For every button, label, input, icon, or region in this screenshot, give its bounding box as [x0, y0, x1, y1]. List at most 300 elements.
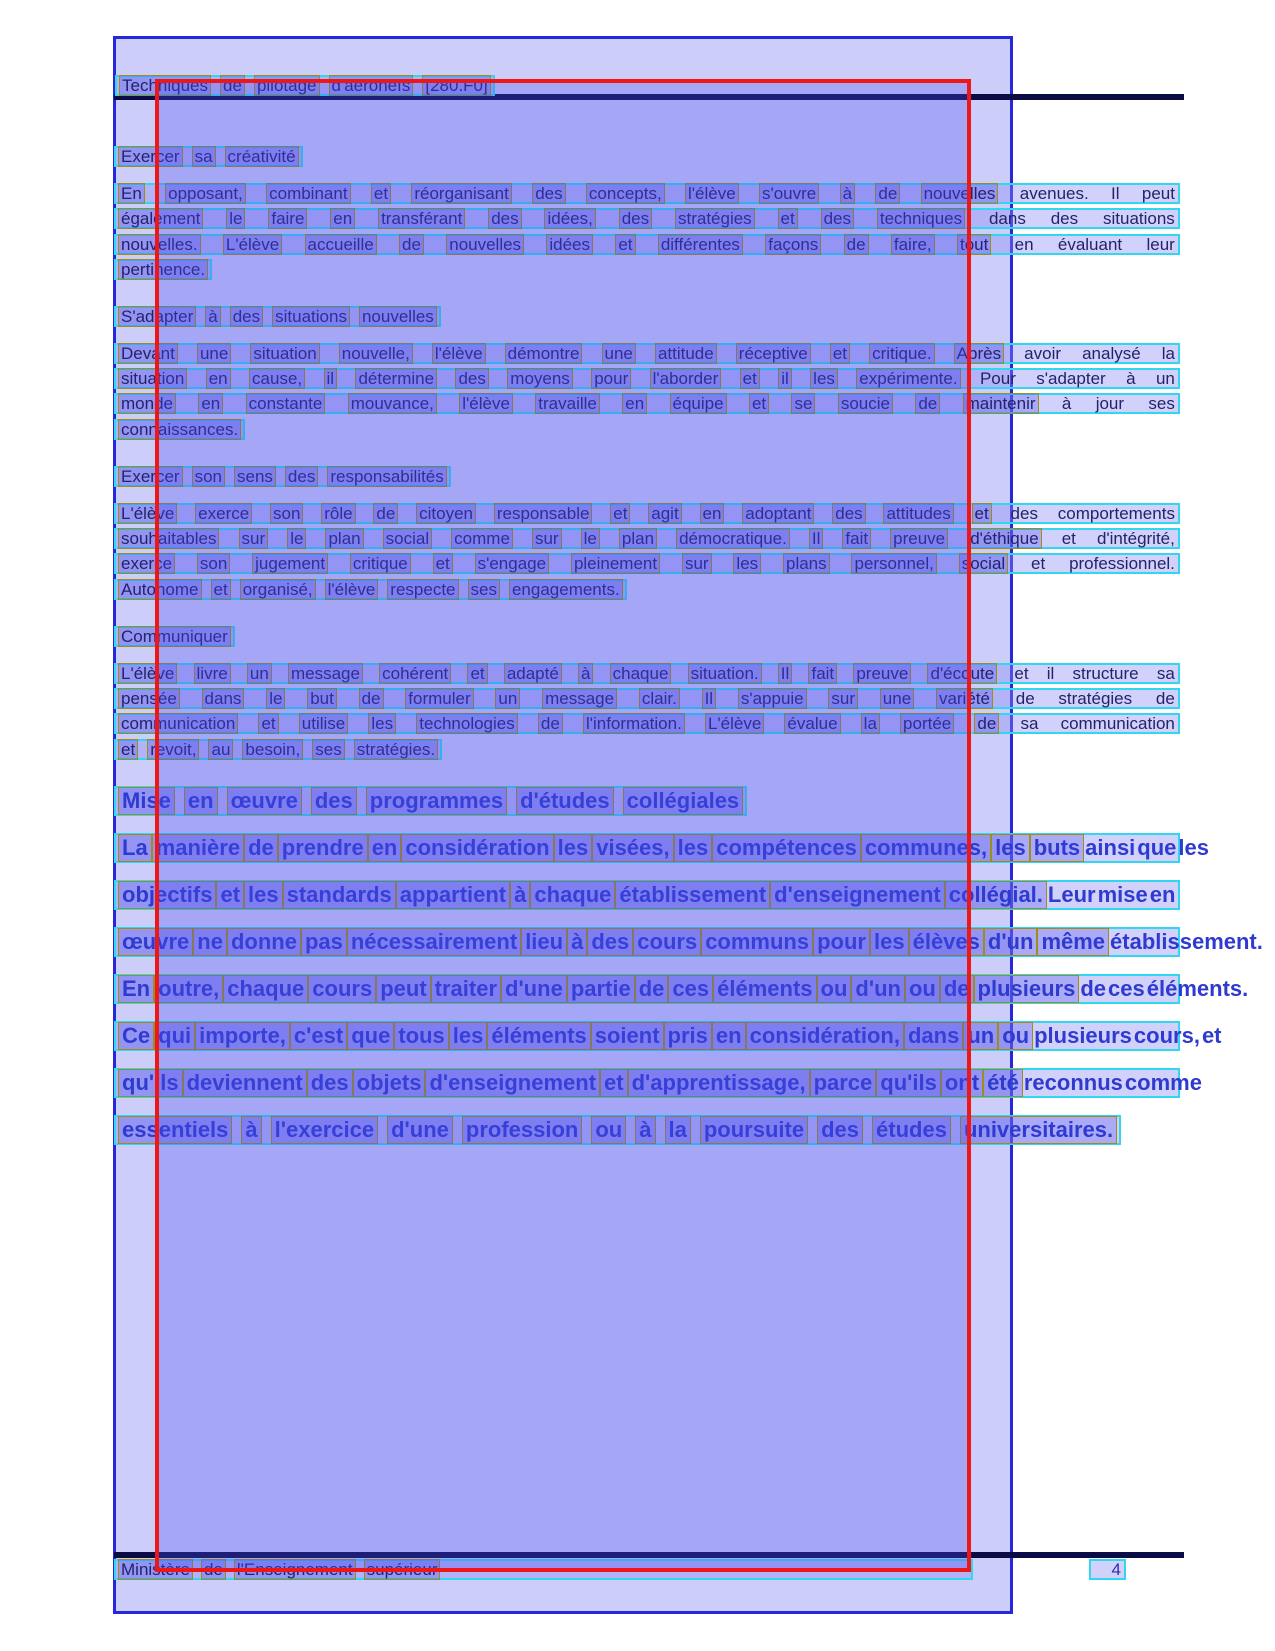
- word-box: faire: [268, 208, 307, 229]
- word-box: faire,: [891, 234, 935, 255]
- word-box: des: [821, 208, 854, 229]
- word-box: c'est: [290, 1022, 347, 1050]
- word-box: variété: [936, 688, 993, 709]
- word-box: et: [211, 579, 231, 600]
- word: à: [1061, 394, 1072, 414]
- word-box: de: [875, 183, 900, 204]
- word-box: et: [740, 368, 760, 389]
- footer-rule: [114, 1552, 1184, 1558]
- word-box: qui: [154, 1022, 195, 1050]
- word-box: et: [610, 503, 630, 524]
- paragraph-line-box: [114, 713, 1180, 734]
- word-box: l'Enseignement: [234, 1559, 356, 1580]
- word-box: personnel,: [851, 553, 936, 574]
- word-box: ces: [668, 975, 713, 1003]
- word-box: ses: [312, 739, 344, 760]
- word-box: à: [567, 928, 587, 956]
- word: que: [1137, 834, 1177, 860]
- paragraph-line-box: [114, 208, 1180, 229]
- word-box: ou: [998, 1022, 1033, 1050]
- word-box: et: [830, 343, 850, 364]
- page-number: 4: [1111, 1560, 1121, 1579]
- word-box: objets: [353, 1069, 426, 1097]
- paragraph-line-box: [114, 927, 1263, 957]
- word: ces: [1108, 975, 1145, 1001]
- word-box: concepts,: [586, 183, 665, 204]
- word-box: Devant: [118, 343, 178, 364]
- word-box: établissement: [615, 881, 770, 909]
- word-box: supérieur: [364, 1559, 441, 1580]
- word-box: des: [532, 183, 565, 204]
- document-section: [114, 466, 1180, 600]
- word-box: des: [230, 306, 263, 327]
- word-box: des: [488, 208, 521, 229]
- word-box: cohérent: [379, 663, 451, 684]
- word-box: L'élève: [118, 663, 177, 684]
- word-box: ou: [905, 975, 940, 1003]
- word: des: [1050, 209, 1079, 229]
- word: la: [1161, 343, 1175, 363]
- word-box: l'élève: [432, 343, 486, 364]
- word-box: de: [399, 234, 424, 255]
- word-box: Techniques: [119, 75, 211, 96]
- word-box: message: [288, 663, 363, 684]
- word-box: œuvre: [227, 787, 302, 815]
- word-box: en: [206, 368, 231, 389]
- word-box: outre,: [154, 975, 223, 1003]
- word-box: attitude: [655, 343, 717, 364]
- word: comportements: [1057, 503, 1175, 523]
- word-box: communes,: [861, 834, 991, 862]
- word-box: donne: [227, 928, 301, 956]
- word-box: en: [368, 834, 402, 862]
- paragraph-line-box: [114, 579, 627, 600]
- word-box: buts: [1030, 834, 1084, 862]
- word-box: Mise: [118, 787, 175, 815]
- word-box: les: [870, 928, 909, 956]
- word-box: et: [467, 663, 487, 684]
- word-box: preuve: [853, 663, 911, 684]
- word-box: son: [197, 553, 230, 574]
- paragraph-line-box: [114, 880, 1180, 910]
- word-box: appartient: [396, 881, 510, 909]
- word-box: Exercer: [118, 146, 183, 167]
- word-box: et: [258, 713, 278, 734]
- word-box: l'exercice: [271, 1116, 378, 1144]
- document-section: [114, 306, 1180, 440]
- word-box: des: [285, 466, 318, 487]
- word-box: pour: [813, 928, 870, 956]
- word-box: comme: [451, 528, 513, 549]
- word-box: le: [581, 528, 600, 549]
- word-box: d'enseignement: [770, 881, 945, 909]
- word-box: les: [733, 553, 761, 574]
- word-box: de: [538, 713, 563, 734]
- word-box: d'études: [516, 787, 614, 815]
- word: à: [1126, 369, 1136, 389]
- word-box: partie: [567, 975, 635, 1003]
- paragraph-line-box: [114, 528, 1180, 549]
- paragraph-line-box: [114, 368, 1180, 389]
- word-box: dans: [202, 688, 245, 709]
- word-box: de: [373, 503, 398, 524]
- word-box: essentiels: [118, 1116, 232, 1144]
- word: ses: [1148, 394, 1175, 414]
- word-box: universitaires.: [960, 1116, 1117, 1144]
- section-heading: [114, 466, 1180, 487]
- paragraph-line-box: [114, 419, 245, 440]
- word-box: manière: [152, 834, 244, 862]
- word-box: démontre: [505, 343, 583, 364]
- word-box: détermine: [355, 368, 437, 389]
- word-box: compétences: [712, 834, 861, 862]
- word-box: ont: [941, 1069, 983, 1097]
- paragraph-line-box: [114, 503, 1180, 524]
- word-box: monde: [118, 393, 176, 414]
- word-box: sur: [828, 688, 858, 709]
- word-box: situation: [118, 368, 187, 389]
- word: communication: [1060, 714, 1175, 734]
- word: jour: [1095, 394, 1125, 414]
- word-box: les: [554, 834, 593, 862]
- word-box: besoin,: [242, 739, 303, 760]
- word-box: l'élève: [459, 393, 513, 414]
- paragraph-line-box: [114, 663, 1180, 684]
- word-box: cours: [633, 928, 701, 956]
- word-box: les: [244, 881, 283, 909]
- word-box: travaille: [535, 393, 600, 414]
- word-box: des: [619, 208, 652, 229]
- word: cours,: [1133, 1022, 1200, 1048]
- word-box: même: [1037, 928, 1109, 956]
- word: éléments.: [1146, 975, 1249, 1001]
- word-box: de: [844, 234, 869, 255]
- word-box: une: [197, 343, 231, 364]
- word-box: nouvelles: [921, 183, 999, 204]
- word-box: adapté: [504, 663, 562, 684]
- word: Il: [1111, 184, 1120, 203]
- word-box: pris: [664, 1022, 712, 1050]
- word-box: Il: [778, 663, 793, 684]
- word-box: d'écoute: [927, 663, 997, 684]
- word-box: responsable: [494, 503, 593, 524]
- word-box: sur: [682, 553, 712, 574]
- heading-line-box: [114, 786, 747, 816]
- page-header: [115, 75, 495, 100]
- word: ainsi: [1085, 834, 1136, 860]
- word-box: de: [244, 834, 278, 862]
- word-box: au: [208, 739, 233, 760]
- word-box: peut: [376, 975, 430, 1003]
- word: il: [1046, 663, 1055, 683]
- word-box: idées: [546, 234, 593, 255]
- word-box: des: [455, 368, 488, 389]
- word: s'adapter: [1036, 369, 1106, 389]
- word-box: des: [311, 787, 357, 815]
- word-box: objectifs: [118, 881, 216, 909]
- word-box: tous: [394, 1022, 448, 1050]
- word-box: citoyen: [416, 503, 476, 524]
- word-box: pensée: [118, 688, 180, 709]
- word-box: un: [963, 1022, 998, 1050]
- word: et: [1014, 663, 1029, 683]
- word-box: une: [602, 343, 636, 364]
- word-box: d'enseignement: [425, 1069, 600, 1097]
- word-box: Il: [702, 688, 717, 709]
- word-box: cause,: [249, 368, 305, 389]
- word-box: [280.F0]: [422, 75, 490, 96]
- paragraph-line-box: [114, 1068, 1202, 1098]
- section-heading: [114, 626, 1180, 647]
- word-box: de: [220, 75, 245, 96]
- word-box: et: [433, 553, 453, 574]
- word-box: études: [872, 1116, 951, 1144]
- word-box: S'adapter: [118, 306, 196, 327]
- document-section: [114, 626, 1180, 760]
- word-box: fait: [808, 663, 837, 684]
- word-box: le: [287, 528, 306, 549]
- word-box: portée: [900, 713, 954, 734]
- word-box: agit: [648, 503, 681, 524]
- word: comme: [1124, 1069, 1202, 1095]
- word-box: communication: [118, 713, 238, 734]
- word: structure: [1072, 663, 1139, 683]
- word: reconnus: [1023, 1069, 1123, 1095]
- word-box: des: [832, 503, 865, 524]
- text-column: [114, 146, 1263, 1171]
- word-box: soucie: [838, 393, 893, 414]
- word: sa: [1156, 663, 1175, 683]
- word-box: considération,: [746, 1022, 904, 1050]
- word-box: plusieurs: [974, 975, 1080, 1003]
- word-box: but: [307, 688, 337, 709]
- word-box: L'élève: [223, 234, 282, 255]
- word-box: combinant: [266, 183, 350, 204]
- word-box: à: [510, 881, 530, 909]
- word-box: et: [216, 881, 244, 909]
- word-box: en: [184, 787, 218, 815]
- word: mise: [1097, 881, 1148, 907]
- word-box: accueille: [305, 234, 377, 255]
- word-box: les: [810, 368, 838, 389]
- word-box: collégiales: [623, 787, 744, 815]
- word: et: [1031, 554, 1046, 574]
- paragraph-line-box: [114, 259, 212, 280]
- word-box: constante: [246, 393, 326, 414]
- word-box: pas: [301, 928, 347, 956]
- word-box: créativité: [225, 146, 299, 167]
- paragraph-line-box: [114, 1115, 1121, 1145]
- word-box: son: [270, 503, 303, 524]
- word-box: cours: [308, 975, 376, 1003]
- word-box: Après: [954, 343, 1004, 364]
- word-box: technologies: [416, 713, 517, 734]
- word-box: évalue: [784, 713, 840, 734]
- word-box: transférant: [378, 208, 465, 229]
- word-box: de: [940, 975, 974, 1003]
- word-box: qu'ils: [876, 1069, 941, 1097]
- word-box: il: [324, 368, 338, 389]
- word-box: rôle: [321, 503, 355, 524]
- word-box: son: [192, 466, 225, 487]
- word-box: plan: [325, 528, 363, 549]
- word-box: programmes: [366, 787, 507, 815]
- heading-line-box: [114, 146, 303, 167]
- word: avenues.: [1019, 184, 1089, 203]
- word-box: d'aéronefs: [329, 75, 414, 96]
- word-box: de: [915, 393, 940, 414]
- word-box: collégial.: [945, 881, 1047, 909]
- word-box: L'élève: [118, 503, 177, 524]
- word-box: nouvelles: [359, 306, 437, 327]
- word-box: les: [368, 713, 396, 734]
- word-box: idées,: [544, 208, 595, 229]
- word-box: Communiquer: [118, 626, 231, 647]
- word-box: le: [226, 208, 245, 229]
- word-box: mouvance,: [348, 393, 437, 414]
- word-box: Ce: [118, 1022, 154, 1050]
- section-heading: [114, 786, 1180, 816]
- word-box: nouvelle,: [339, 343, 413, 364]
- word-box: des: [307, 1069, 353, 1097]
- word: Pour: [979, 369, 1016, 389]
- word: professionnel.: [1069, 554, 1175, 574]
- word-box: message: [542, 688, 617, 709]
- word: les: [1178, 834, 1210, 860]
- word-box: communs: [701, 928, 813, 956]
- word-box: à: [840, 183, 855, 204]
- page-number-line-box: [1089, 1559, 1126, 1580]
- word-box: importe,: [195, 1022, 290, 1050]
- word-box: pour: [591, 368, 631, 389]
- word-box: moyens: [507, 368, 573, 389]
- footer-line-box: [114, 1559, 973, 1580]
- word-box: réceptive: [736, 343, 811, 364]
- word-box: ou: [591, 1116, 626, 1144]
- section-heading: [114, 146, 1180, 167]
- word-box: d'une: [501, 975, 567, 1003]
- word-box: en: [700, 503, 725, 524]
- word-box: d'un: [984, 928, 1038, 956]
- word-box: il: [778, 368, 792, 389]
- word-box: et: [972, 503, 992, 524]
- word-box: clair.: [639, 688, 680, 709]
- word-box: stratégies.: [354, 739, 438, 760]
- word-box: le: [266, 688, 285, 709]
- word-box: preuve: [890, 528, 948, 549]
- word-box: attitudes: [883, 503, 953, 524]
- word-box: pilotage: [254, 75, 320, 96]
- word-box: lieu: [521, 928, 567, 956]
- paragraph-line-box: [114, 183, 1180, 204]
- word-box: nécessairement: [347, 928, 521, 956]
- word-box: sa: [192, 146, 216, 167]
- word-box: utilise: [299, 713, 348, 734]
- word-box: un: [495, 688, 520, 709]
- word-box: en: [622, 393, 647, 414]
- word-box: l'aborder: [650, 368, 722, 389]
- word-box: pertinence.: [118, 259, 208, 280]
- paragraph-line-box: [114, 553, 1180, 574]
- word-box: de: [201, 1559, 226, 1580]
- word-box: poursuite: [700, 1116, 808, 1144]
- word-box: dans: [904, 1022, 963, 1050]
- document-section: [114, 786, 1263, 1145]
- word-box: opposant,: [165, 183, 246, 204]
- word-box: chaque: [530, 881, 615, 909]
- word-box: également: [118, 208, 203, 229]
- word-box: s'appuie: [738, 688, 807, 709]
- word-box: en: [330, 208, 355, 229]
- word-box: de: [635, 975, 669, 1003]
- word-box: qu'ils: [118, 1069, 183, 1097]
- word-box: que: [347, 1022, 394, 1050]
- word-box: à: [635, 1116, 655, 1144]
- word-box: sens: [234, 466, 276, 487]
- paragraph-line-box: [114, 833, 1210, 863]
- word-box: adoptant: [742, 503, 814, 524]
- word-box: situation: [250, 343, 319, 364]
- paragraph-line-box: [114, 234, 1180, 255]
- word-box: en: [198, 393, 223, 414]
- word-box: situations: [272, 306, 350, 327]
- word: de: [1080, 975, 1107, 1001]
- word: sa: [1020, 714, 1039, 734]
- word-box: Ministère: [118, 1559, 193, 1580]
- word-box: d'une: [387, 1116, 453, 1144]
- word-box: formuler: [405, 688, 473, 709]
- word-box: de: [359, 688, 384, 709]
- word-box: à: [578, 663, 593, 684]
- word-box: chaque: [223, 975, 308, 1003]
- word-box: les: [449, 1022, 488, 1050]
- word-box: et: [749, 393, 769, 414]
- page-number-box: [1089, 1559, 1126, 1580]
- word: analysé: [1082, 343, 1141, 363]
- word: de: [1015, 688, 1035, 708]
- word-box: équipe: [670, 393, 727, 414]
- word-box: Autonome: [118, 579, 202, 600]
- word-box: une: [880, 688, 914, 709]
- word: établissement.: [1110, 928, 1263, 954]
- word-box: démocratique.: [676, 528, 790, 549]
- word-box: revoit,: [147, 739, 199, 760]
- word-box: et: [600, 1069, 628, 1097]
- word-box: différentes: [658, 234, 743, 255]
- word-box: exerce: [118, 553, 175, 574]
- word-box: critique: [350, 553, 411, 574]
- word-box: les: [674, 834, 713, 862]
- word-box: et: [778, 208, 798, 229]
- word-box: critique.: [869, 343, 935, 364]
- word-box: ses: [468, 579, 500, 600]
- word-box: se: [791, 393, 815, 414]
- word-box: s'engage: [475, 553, 549, 574]
- paragraph-line-box: [114, 1021, 1222, 1051]
- word-box: réorganisant: [411, 183, 512, 204]
- word-box: un: [247, 663, 272, 684]
- word-box: responsabilités: [327, 466, 446, 487]
- word-box: l'élève: [685, 183, 739, 204]
- word: de: [1155, 688, 1175, 708]
- heading-line-box: [114, 306, 441, 327]
- word-box: des: [817, 1116, 863, 1144]
- heading-line-box: [114, 626, 235, 647]
- paragraph-line-box: [114, 393, 1180, 414]
- word-box: exerce: [195, 503, 252, 524]
- word: et: [1201, 1022, 1222, 1048]
- word-box: chaque: [610, 663, 672, 684]
